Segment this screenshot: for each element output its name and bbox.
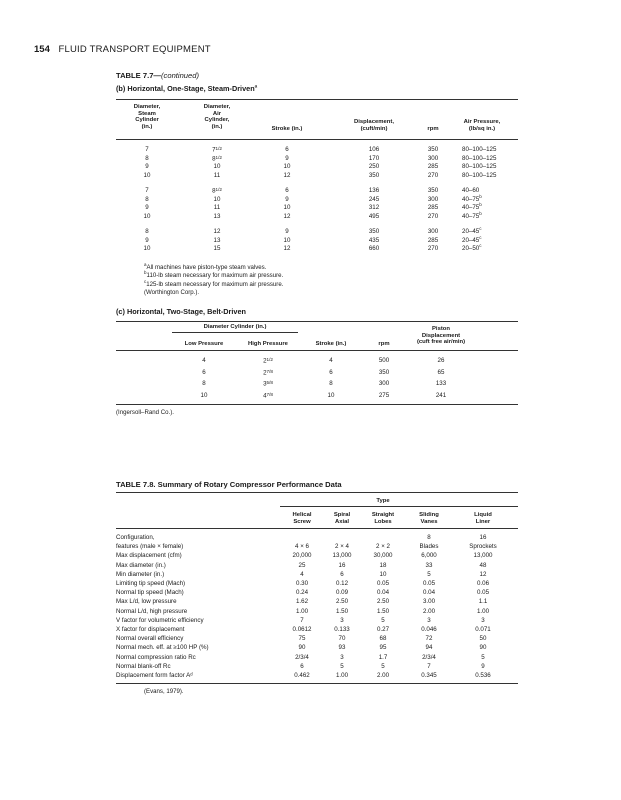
footnote-text: 110-lb steam necessary for maximum air pressure. [146, 272, 284, 280]
section-b-pressure-value: 80–100–125 [462, 154, 497, 162]
section-b-cell-pressure [462, 225, 518, 235]
table-7-8-cell: 0.536 [475, 672, 491, 679]
section-c-high-fraction: 1/2 [266, 357, 273, 362]
table-7-8-column-header [404, 512, 454, 525]
table-7-8-row-label: V factor for volumetric efficiency [116, 616, 204, 624]
table-7-8-cell: 7 [427, 662, 431, 670]
section-b-pressure-value: 20–50 [462, 245, 480, 253]
table-7-8-cell: 0.09 [335, 589, 349, 597]
section-b-air-int: 11 [213, 204, 221, 212]
section-c-title: (c) Horizontal, Two-Stage, Belt-Driven [116, 307, 247, 316]
table-7-8-cell: 0.133 [334, 626, 350, 633]
section-c-high-int: 4 [263, 392, 267, 400]
section-c-header-diameter: Diameter Cylinder (in.) [203, 324, 267, 330]
section-b-cell-air [202, 213, 232, 220]
section-b-pressure-value: 20–45 [462, 228, 480, 235]
section-c-cell-high [253, 369, 283, 377]
table-7-8-cell: 6 [340, 570, 344, 578]
section-b-header-steam-line: Cylinder [135, 117, 159, 124]
table-7-8-cell: 9 [481, 662, 485, 670]
table-7-8-bottom-rule [116, 683, 518, 684]
section-b-cell-displacement: 660 [368, 245, 380, 253]
table-7-8-cell: 1.00 [295, 607, 309, 615]
footnote-mark: c [144, 278, 147, 284]
section-b-cell-pressure [462, 155, 518, 162]
table-7-8-row-label: Normal compression ratio Rᴄ [116, 653, 196, 661]
table-7-8-cell: 16 [338, 561, 346, 569]
section-c-header-rule [116, 350, 518, 351]
section-b-cell-stroke: 10 [283, 204, 291, 212]
table-7-8-column-header-line: Liquid [474, 512, 492, 518]
section-b-footnote [144, 261, 267, 271]
table-7-8-cell: 48 [479, 561, 487, 569]
table-7-8-column-header-line: Helical [292, 512, 312, 518]
table-7-8-cell: 1.62 [295, 598, 309, 606]
table-7-8-type-span-rule [280, 506, 518, 507]
section-b-cell-steam: 8 [145, 195, 149, 203]
section-b-cell-displacement: 106 [368, 146, 380, 153]
table-7-8-cell: 0.24 [295, 589, 309, 597]
section-c-cell-displacement: 133 [435, 380, 447, 388]
table-7-8-cell: 3 [481, 616, 485, 624]
section-b-title-sup: a [254, 83, 258, 89]
table-7-8-cell: 3 [340, 653, 344, 661]
table-7-8-cell: 2 × 2 [376, 543, 390, 551]
table-7-8-cell: 5 [427, 570, 431, 578]
section-c-cell-low: 8 [202, 380, 206, 388]
section-c-header-displacement [401, 326, 481, 346]
table-7-8-cell: 0.462 [294, 672, 310, 679]
table-7-8-cell: 2 × 4 [335, 543, 349, 551]
section-b-footnote [144, 289, 199, 296]
table-7-8-column-header-line: Spiral [333, 512, 351, 518]
section-c-cell-stroke: 8 [329, 380, 333, 388]
section-b-header-air-line: (in.) [211, 123, 223, 130]
section-b-cell-displacement: 495 [368, 212, 380, 220]
table-7-8-cell: 6 [300, 662, 304, 670]
section-b-cell-steam: 7 [145, 146, 149, 153]
section-b-top-rule [116, 99, 518, 100]
section-b-air-fraction: 1/2 [215, 154, 222, 160]
table-7-8-row-label: Normal overall efficiency [116, 635, 184, 643]
section-b-cell-displacement: 136 [368, 187, 380, 194]
section-b-cell-steam: 10 [143, 245, 151, 253]
section-b-header-press-line: (lb/sq in.) [468, 125, 496, 132]
section-c-cell-low: 10 [200, 391, 208, 399]
table-7-8-column-header-line: Liner [475, 518, 491, 525]
table-7-8-cell: 94 [425, 644, 433, 652]
table-7-7-caption-label: TABLE 7.7— [116, 71, 162, 80]
section-b-pressure-value: 40–75 [462, 195, 480, 203]
section-b-title-text: (b) Horizontal, One-Stage, Steam-Driven [116, 84, 255, 93]
table-7-8-row-label: Displacement form factor Aᵈ [116, 672, 193, 679]
section-c-high-fraction: 5/8 [266, 380, 273, 386]
table-7-8-cell: 0.05 [376, 580, 390, 587]
section-b-cell-steam: 7 [145, 187, 149, 194]
section-b-cell-steam: 9 [145, 204, 149, 212]
table-7-8-cell: 5 [381, 616, 385, 624]
section-b-cell-rpm: 350 [427, 146, 439, 153]
section-b-header-steam-line: Diameter, [133, 104, 161, 110]
section-b-header-stroke [252, 126, 322, 133]
section-b-cell-rpm: 350 [427, 187, 439, 194]
table-7-8-cell: 3.00 [422, 598, 436, 606]
section-b-air-int: 8 [212, 155, 216, 163]
table-7-8-cell: 68 [379, 635, 387, 643]
section-b-cell-stroke: 9 [285, 195, 289, 203]
table-7-8-row-label: Max diameter (in.) [116, 561, 166, 569]
footnote-mark: b [144, 270, 147, 276]
section-c-header-high: High Pressure [248, 341, 288, 347]
section-c-cell-rpm: 275 [378, 391, 390, 399]
table-7-8-column-header-line: Axial [334, 518, 350, 525]
section-b-header-rule [116, 139, 518, 140]
section-c-cell-rpm: 500 [378, 357, 390, 364]
table-7-8-cell: 0.046 [421, 626, 437, 633]
table-7-8-cell: Blades [419, 543, 439, 551]
section-b-cell-air [202, 172, 232, 179]
page-number: 154 [34, 44, 50, 55]
section-c-diameter-span-rule [172, 332, 298, 333]
section-b-cell-air [202, 187, 232, 195]
page-running-title: FLUID TRANSPORT EQUIPMENT [58, 44, 211, 55]
table-7-8-cell: 0.0612 [292, 626, 312, 633]
section-b-pressure-footnote-mark: c [479, 243, 482, 249]
section-b-header-steam-line: Steam [138, 110, 156, 117]
section-c-cell-stroke: 6 [329, 368, 333, 376]
table-7-8-cell: 93 [338, 644, 346, 652]
section-c-cell-high [253, 380, 283, 388]
table-7-8-cell: 20,000 [292, 552, 312, 560]
section-b-pressure-value: 80–100–125 [462, 163, 497, 171]
section-c-high-int: 3 [263, 380, 267, 388]
section-b-cell-stroke: 10 [283, 163, 291, 171]
table-7-8-cell: 13,000 [473, 552, 493, 560]
section-c-cell-displacement: 65 [437, 368, 445, 376]
section-b-title [116, 84, 257, 93]
table-7-8-cell: 33 [425, 561, 433, 569]
section-b-cell-rpm: 300 [427, 195, 439, 203]
table-7-8-cell: 18 [379, 561, 387, 569]
table-7-8-cell: 0.27 [376, 626, 390, 633]
footnote-text: (Worthington Corp.). [144, 288, 200, 296]
section-b-header-steam-line: (in.) [141, 123, 153, 130]
section-b-cell-rpm: 285 [427, 236, 439, 244]
section-c-high-int: 2 [263, 357, 267, 365]
footnote-text: All machines have piston-type steam valves. [146, 264, 267, 271]
section-b-cell-rpm: 300 [427, 228, 439, 235]
section-b-air-int: 8 [212, 187, 216, 195]
section-c-cell-stroke: 10 [327, 391, 335, 399]
section-b-cell-stroke: 9 [285, 228, 289, 235]
table-7-8-cell: 0.345 [421, 672, 437, 679]
section-b-header-disp-line: Displacement, [354, 119, 394, 125]
section-b-cell-stroke: 6 [285, 187, 289, 194]
table-7-8-cell: 1.7 [378, 653, 388, 661]
section-b-cell-pressure [462, 234, 518, 244]
table-7-8-cell: 90 [298, 644, 306, 652]
section-b-header-stroke-line: Stroke (in.) [271, 126, 303, 132]
table-7-8-cell: 6,000 [421, 552, 437, 560]
table-7-8-cell: 90 [479, 644, 487, 652]
section-b-air-fraction: 1/2 [215, 187, 222, 192]
section-c-header-rpm: rpm [378, 341, 390, 347]
section-b-cell-air [202, 146, 232, 154]
section-b-pressure-footnote-mark: b [479, 193, 482, 199]
table-7-8-type-label: Type [376, 498, 390, 504]
section-b-cell-rpm: 270 [427, 212, 439, 220]
section-b-pressure-footnote-mark: b [479, 202, 482, 208]
table-7-8-row-label: Max L/d, low pressure [116, 598, 177, 606]
table-7-8-column-header-line: Vanes [420, 518, 438, 525]
table-7-8-row-label: Limiting tip speed (Mach) [116, 580, 186, 587]
section-c-high-int: 2 [263, 369, 267, 377]
table-7-8-cell: 1.1 [478, 598, 488, 606]
section-b-pressure-footnote-mark: c [479, 234, 482, 240]
table-7-8-cell: 3 [340, 616, 344, 624]
table-7-8-cell: 1.00 [335, 672, 349, 679]
section-b-cell-displacement: 170 [368, 154, 380, 162]
section-b-pressure-value: 80–100–125 [462, 146, 497, 153]
table-7-8-cell: 72 [425, 635, 433, 643]
section-b-air-int: 12 [213, 228, 221, 235]
table-7-8-cell: 0.05 [476, 589, 490, 597]
table-7-8-row-label: X factor for displacement [116, 626, 185, 633]
section-b-cell-air [202, 196, 232, 203]
table-7-8-cell: 8 [427, 534, 431, 541]
section-b-cell-rpm: 285 [427, 163, 439, 171]
section-b-pressure-value: 40–75 [462, 212, 480, 220]
table-7-8-cell: 1.50 [376, 607, 390, 615]
table-7-8-cell: 2/3/4 [295, 653, 309, 661]
table-7-8-row-label: Min diameter (in.) [116, 570, 165, 578]
page-header [34, 44, 211, 55]
section-b-header-air-line: Diameter, [203, 104, 231, 110]
section-b-pressure-footnote-mark: b [479, 210, 482, 216]
table-7-8-cell: 13,000 [332, 552, 352, 560]
section-b-cell-displacement: 245 [368, 195, 380, 203]
section-b-cell-air [202, 228, 232, 235]
table-7-8-cell: 2.50 [376, 598, 390, 606]
section-c-cell-low: 6 [202, 368, 206, 376]
table-7-8-cell: 70 [338, 635, 346, 643]
table-7-8-cell: 1.00 [476, 607, 490, 615]
table-7-8-cell: 3 [427, 616, 431, 624]
section-b-pressure-footnote-mark: c [479, 225, 482, 231]
section-b-cell-stroke: 10 [283, 236, 291, 244]
section-b-header-air-line: Cylinder, [204, 117, 230, 124]
section-b-air-int: 13 [213, 212, 221, 220]
section-b-cell-steam: 8 [145, 228, 149, 235]
table-7-8-cell: 0.05 [422, 580, 436, 587]
table-7-8-cell: 7 [300, 616, 304, 624]
section-b-cell-steam: 9 [145, 236, 149, 244]
section-b-cell-displacement: 312 [368, 204, 380, 212]
table-7-7-caption [116, 71, 199, 80]
section-b-cell-pressure [462, 172, 518, 179]
section-b-cell-stroke: 12 [283, 245, 291, 253]
table-7-8-cell: 95 [379, 644, 387, 652]
section-b-cell-steam: 10 [143, 212, 151, 220]
section-c-top-rule [116, 321, 518, 322]
section-c-header-stroke: Stroke (in.) [315, 341, 347, 347]
table-7-8-column-header-line: Sliding [419, 512, 439, 518]
table-7-8-cell: 1.50 [335, 607, 349, 615]
section-b-cell-stroke: 6 [285, 146, 289, 153]
table-7-8-cell: Sprockets [469, 543, 497, 551]
section-b-air-int: 11 [213, 171, 221, 179]
section-b-cell-rpm: 300 [427, 154, 439, 162]
section-b-header-press-line: Air Pressure, [463, 119, 501, 125]
table-7-7-caption-continued: (continued) [161, 71, 200, 80]
section-b-footnote [144, 278, 284, 288]
section-b-cell-steam: 10 [143, 171, 151, 179]
section-b-cell-air [202, 237, 232, 244]
section-c-cell-rpm: 300 [378, 380, 390, 388]
table-7-8-cell: 5 [340, 662, 344, 670]
table-7-8-cell: 2.00 [376, 672, 390, 679]
section-c-cell-displacement: 26 [437, 357, 445, 364]
table-7-8-top-rule [116, 492, 518, 493]
table-7-8-cell: 10 [379, 570, 387, 578]
table-7-8-cell: 75 [298, 635, 306, 643]
section-b-cell-pressure [462, 163, 518, 170]
table-7-8-column-header-line: Lobes [374, 518, 392, 525]
section-c-high-fraction: 7/8 [266, 368, 273, 374]
section-c-cell-low: 4 [202, 357, 206, 364]
table-7-8-row-label: Normal L/d, high pressure [116, 607, 188, 615]
section-c-high-fraction: 7/8 [266, 391, 273, 397]
table-7-8-header-rule [116, 528, 518, 529]
table-7-8-row-label: Normal blank-off Rᴄ [116, 662, 171, 670]
footnote-text: 125-lb steam necessary for maximum air pressure. [146, 280, 284, 288]
section-b-cell-air [202, 245, 232, 252]
section-b-cell-pressure [462, 193, 518, 203]
table-7-8-cell: 0.04 [376, 589, 390, 597]
table-7-8-caption: TABLE 7.8. Summary of Rotary Compressor Performance Data [116, 480, 342, 489]
section-b-cell-pressure [462, 204, 518, 211]
table-7-8-cell: 2.50 [335, 598, 349, 606]
section-b-header-air-line: Air [212, 110, 222, 117]
section-c-header-displacement-line: Displacement [421, 332, 461, 339]
section-b-header-rpm-line: rpm [427, 126, 439, 132]
table-7-8-cell: 0.071 [475, 626, 491, 633]
section-b-air-int: 13 [213, 236, 221, 244]
table-7-8-cell: 16 [479, 534, 487, 541]
section-b-cell-pressure [462, 187, 518, 194]
table-7-8-cell: 25 [298, 561, 306, 569]
table-7-8-cell: 0.06 [476, 580, 490, 587]
section-b-cell-rpm: 285 [427, 204, 439, 212]
table-7-8-row-label: Normal mech. eff. at ≥100 HP (%) [116, 644, 209, 652]
section-c-cell-high [253, 357, 283, 365]
section-b-cell-steam: 8 [145, 154, 149, 162]
section-c-cell-stroke: 4 [329, 357, 333, 364]
section-c-source: (Ingersoll–Rand Co.). [116, 409, 174, 416]
section-b-cell-pressure [462, 146, 518, 153]
section-b-header-press [447, 119, 517, 132]
section-b-air-int: 15 [213, 245, 221, 253]
table-7-8-cell: 5 [481, 653, 485, 661]
section-b-cell-rpm: 270 [427, 171, 439, 179]
section-b-cell-stroke: 12 [283, 212, 291, 220]
table-7-8-column-header-line: Straight [371, 512, 395, 518]
section-b-cell-air [202, 155, 232, 163]
table-7-8-source: (Evans, 1979). [144, 688, 184, 695]
section-b-cell-pressure [462, 245, 518, 252]
section-b-pressure-value: 20–45 [462, 236, 480, 244]
section-c-cell-displacement: 241 [435, 391, 447, 399]
section-c-header-low: Low Pressure [184, 341, 224, 347]
table-7-8-cell: 0.04 [422, 589, 436, 597]
table-7-8-cell: 0.12 [335, 580, 349, 587]
section-c-header-displacement-line: (cuft free air/min) [416, 339, 466, 346]
section-c-bottom-rule [116, 404, 518, 405]
section-b-cell-displacement: 350 [368, 171, 380, 179]
section-b-footnote [144, 272, 283, 279]
table-7-8-column-header [458, 512, 508, 525]
section-b-header-steam [112, 104, 182, 130]
section-b-pressure-value: 40–60 [462, 187, 480, 194]
footnote-mark: a [144, 261, 147, 267]
section-b-air-fraction: 1/2 [215, 146, 222, 151]
table-7-8-cell: 2/3/4 [422, 653, 436, 661]
table-7-8-cell: 0.30 [295, 580, 309, 587]
table-7-8-cell: 4 [300, 570, 304, 578]
section-b-cell-pressure [462, 210, 518, 220]
section-c-header-displacement-line: Piston [432, 326, 450, 332]
section-b-cell-displacement: 350 [368, 228, 380, 235]
table-7-8-cell: 4 × 6 [295, 543, 309, 551]
section-b-cell-rpm: 270 [427, 245, 439, 253]
section-b-air-int: 7 [212, 146, 216, 154]
table-7-8-row-label: Normal tip speed (Mach) [116, 589, 184, 597]
table-7-8-column-header [358, 512, 408, 525]
section-b-header-air [182, 104, 252, 130]
section-b-cell-air [202, 163, 232, 170]
section-b-pressure-value: 80–100–125 [462, 171, 497, 179]
table-7-8-row-label: Configuration, [116, 534, 155, 541]
section-b-cell-stroke: 12 [283, 171, 291, 179]
table-7-8-cell: 12 [479, 570, 487, 578]
table-7-8-cell: 2.00 [422, 607, 436, 615]
table-7-8-column-header-line: Screw [293, 518, 311, 525]
section-b-header-disp-line: (cuft/min) [360, 125, 388, 132]
section-b-cell-stroke: 9 [285, 154, 289, 162]
table-7-8-cell: 50 [479, 635, 487, 643]
table-7-8-cell: 5 [381, 662, 385, 670]
section-b-cell-displacement: 250 [368, 163, 380, 171]
table-7-8-row-label: features (male × female) [116, 543, 184, 551]
table-7-8-row-label: Max displacement (cfm) [116, 552, 182, 560]
section-b-cell-displacement: 435 [368, 236, 380, 244]
section-b-pressure-value: 40–75 [462, 204, 480, 212]
section-b-air-int: 10 [213, 195, 221, 203]
section-b-air-int: 10 [213, 163, 221, 171]
section-c-cell-rpm: 350 [378, 368, 390, 376]
section-b-cell-steam: 9 [145, 163, 149, 171]
table-7-8-cell: 30,000 [373, 552, 393, 560]
section-b-cell-air [202, 204, 232, 211]
section-c-cell-high [253, 392, 283, 400]
